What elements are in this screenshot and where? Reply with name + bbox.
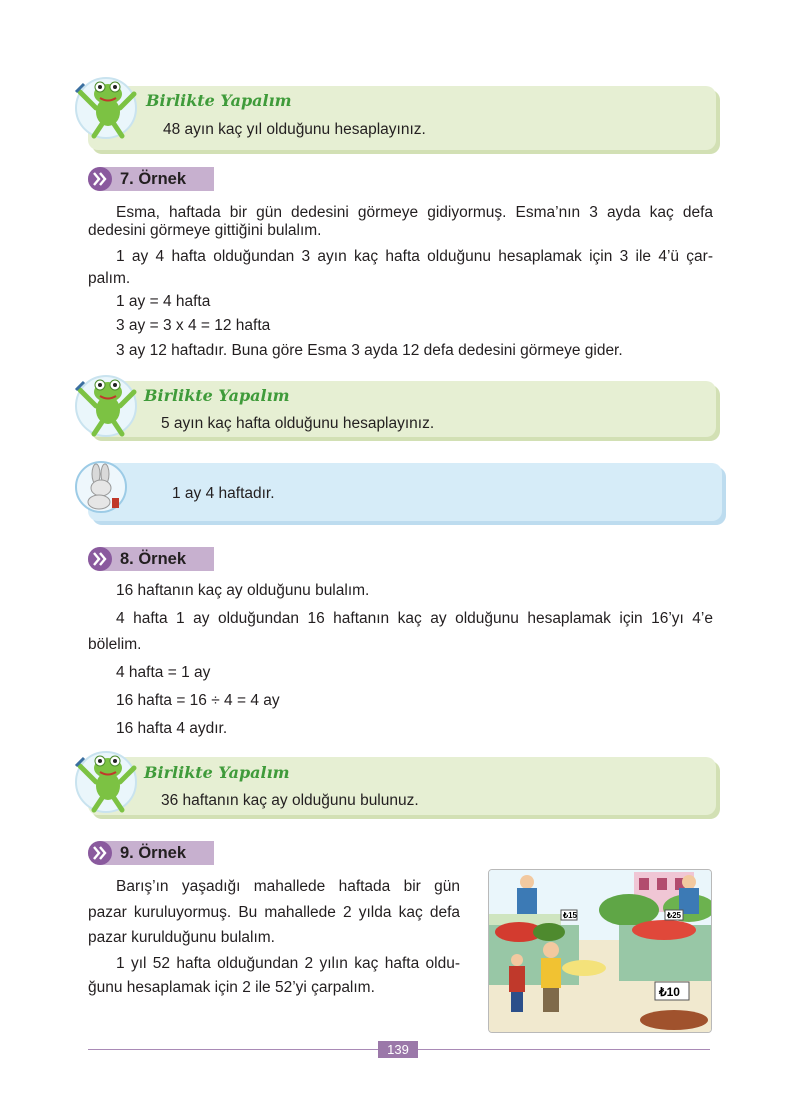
activity-title: Birlikte Yapalım bbox=[144, 763, 290, 782]
example-line: 16 haftanın kaç ay olduğunu bulalım. bbox=[116, 582, 370, 599]
example-line: 16 hafta 4 aydır. bbox=[116, 720, 228, 737]
example-header bbox=[88, 167, 214, 191]
price-sign: ₺10 bbox=[659, 985, 680, 999]
example-line: 4 hafta = 1 ay bbox=[116, 664, 211, 681]
example-line: 16 hafta = 16 ÷ 4 = 4 ay bbox=[116, 692, 280, 709]
double-chevron-icon bbox=[88, 841, 112, 865]
page-number: 139 bbox=[378, 1041, 418, 1058]
example-line: 3 ay = 3 x 4 = 12 hafta bbox=[116, 317, 271, 334]
example-line: 1 yıl 52 hafta olduğundan 2 yılın kaç hafta oldu- bbox=[116, 955, 460, 972]
example-line: ğunu hesaplamak için 2 ile 52’yi çarpalım. bbox=[88, 979, 375, 996]
footer-rule-left bbox=[88, 1049, 378, 1050]
example-line: palım. bbox=[88, 270, 131, 287]
footer-rule-right bbox=[418, 1049, 710, 1050]
example-header bbox=[88, 841, 214, 865]
price-tag-left: ₺15 bbox=[563, 911, 577, 920]
activity-text: 5 ayın kaç hafta olduğunu hesaplayınız. bbox=[161, 415, 435, 432]
frog-mascot-icon bbox=[72, 368, 144, 440]
example-line: dedesini görmeye gittiğini bulalım. bbox=[88, 222, 322, 239]
example-line: 4 hafta 1 ay olduğundan 16 haftanın kaç ay olduğunu hesaplamak için 16’yı 4’e bbox=[116, 610, 713, 627]
frog-mascot-icon bbox=[72, 70, 144, 142]
market-illustration bbox=[488, 869, 712, 1033]
example-label: 9. Örnek bbox=[120, 844, 187, 862]
info-text: 1 ay 4 haftadır. bbox=[172, 485, 275, 502]
example-label: 7. Örnek bbox=[120, 170, 187, 188]
activity-title: Birlikte Yapalım bbox=[144, 386, 290, 405]
example-header bbox=[88, 547, 214, 571]
example-line: Barış’ın yaşadığı mahallede haftada bir gün bbox=[116, 878, 460, 895]
example-line: 3 ay 12 haftadır. Buna göre Esma 3 ayda 12 defa dedesini görmeye gider. bbox=[116, 342, 623, 359]
rabbit-mascot-icon bbox=[74, 460, 128, 514]
example-label: 8. Örnek bbox=[120, 550, 187, 568]
example-line: bölelim. bbox=[88, 636, 142, 653]
example-line: pazar kuruluyormuş. Bu mahallede 2 yılda kaç defa bbox=[88, 904, 460, 921]
example-line: 1 ay = 4 hafta bbox=[116, 293, 211, 310]
activity-text: 48 ayın kaç yıl olduğunu hesaplayınız. bbox=[163, 121, 426, 138]
double-chevron-icon bbox=[88, 167, 112, 191]
activity-title: Birlikte Yapalım bbox=[146, 91, 292, 110]
example-line: 1 ay 4 hafta olduğundan 3 ayın kaç hafta olduğunu hesaplamak için 3 ile 4’ü çar- bbox=[116, 248, 713, 265]
example-line: Esma, haftada bir gün dedesini görmeye gidiyormuş. Esma’nın 3 ayda kaç defa bbox=[116, 204, 713, 221]
frog-mascot-icon bbox=[72, 744, 144, 816]
double-chevron-icon bbox=[88, 547, 112, 571]
price-tag-right: ₺25 bbox=[667, 911, 681, 920]
example-line: pazar kurulduğunu bulalım. bbox=[88, 929, 275, 946]
activity-text: 36 haftanın kaç ay olduğunu bulunuz. bbox=[161, 792, 419, 809]
